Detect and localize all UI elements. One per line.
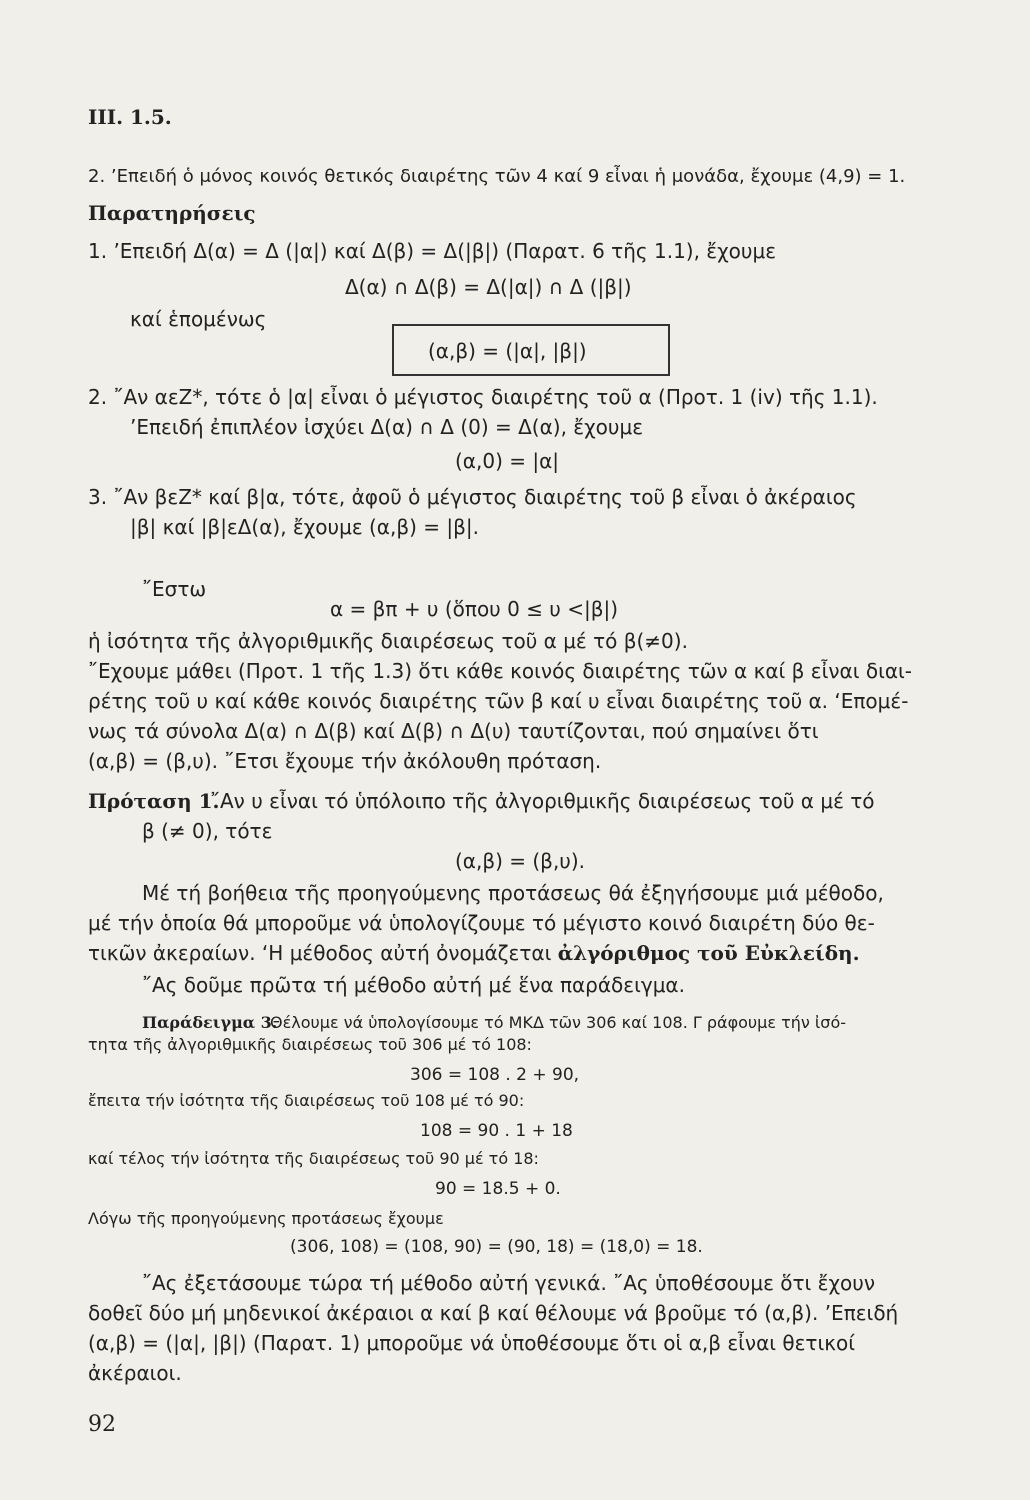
text-line: |β| καί |β|εΔ(α), ἔχουμε (α,β) = |β|.	[130, 515, 479, 539]
text-line: καί ἑπομένως	[130, 307, 267, 331]
text-line: ῎Εχουμε μάθει (Προτ. 1 τῆς 1.3) ὅτι κάθε κοινός διαιρέτης τῶν α καί β εἶναι διαι-	[88, 659, 913, 683]
text-line: ῎Αν υ εἶναι τό ὑπόλοιπο τῆς ἀλγοριθμικῆς διαιρέσεως τοῦ α μέ τό	[210, 789, 875, 813]
euclid-algorithm-term: ἀλγόριθμος τοῦ Εὐκλείδη.	[557, 941, 860, 965]
text-line: ’Επειδή ἐπιπλέον ἰσχύει Δ(α) ∩ Δ (0) = Δ(α), ἔχουμε	[130, 415, 644, 439]
equation: 306 = 108 . 2 + 90,	[410, 1065, 580, 1085]
proposition-label: Πρόταση 1.	[88, 789, 220, 813]
section-header: III. 1.5.	[88, 105, 172, 129]
heading-observations: Παρατηρήσεις	[88, 201, 256, 225]
equation: Δ(α) ∩ Δ(β) = Δ(|α|) ∩ Δ (|β|)	[345, 275, 632, 299]
text-line: Μέ τή βοήθεια τῆς προηγούμενης προτάσεως θά ἐξηγήσουμε μιά μέθοδο,	[142, 881, 884, 905]
text-line: μέ τήν ὁποία θά μποροῦμε νά ὑπολογίζουμε τό μέγιστο κοινό διαιρέτη δύο θε-	[88, 911, 875, 935]
text-line: 1. ’Επειδή Δ(α) = Δ (|α|) καί Δ(β) = Δ(|β|) (Παρατ. 6 τῆς 1.1), ἔχουμε	[88, 239, 777, 263]
text-line	[88, 940, 860, 966]
text-line: 2. ῎Αν αεZ*, τότε ὁ |α| εἶναι ὁ μέγιστος διαιρέτης τοῦ α (Προτ. 1 (iv) τῆς 1.1).	[88, 385, 878, 409]
text-line: ῎Ας ἐξετάσουμε τώρα τή μέθοδο αὐτή γενικά. ῎Ας ὑποθέσουμε ὅτι ἔχουν	[142, 1271, 875, 1295]
text-line: 2. ’Επειδή ὁ μόνος κοινός θετικός διαιρέτης τῶν 4 καί 9 εἶναι ἡ μονάδα, ἔχουμε (4,9) = 1.	[88, 166, 906, 187]
equation: (306, 108) = (108, 90) = (90, 18) = (18,0) = 18.	[290, 1237, 703, 1257]
text-line: β (≠ 0), τότε	[142, 819, 273, 843]
text-line: νως τά σύνολα Δ(α) ∩ Δ(β) καί Δ(β) ∩ Δ(υ) ταυτίζονται, πού σημαίνει ὅτι	[88, 719, 819, 743]
text-line: Λόγω τῆς προηγούμενης προτάσεως ἔχουμε	[88, 1209, 444, 1228]
equation: α = βπ + υ (ὅπου 0 ≤ υ <|β|)	[330, 597, 619, 621]
text-line: ἀκέραιοι.	[88, 1361, 182, 1385]
example-label: Παράδειγμα 3.	[142, 1013, 278, 1032]
text-line: ρέτης τοῦ υ καί κάθε κοινός διαιρέτης τῶν β καί υ εἶναι διαιρέτης τοῦ α. ‘Επομέ-	[88, 689, 909, 713]
equation: (α,0) = |α|	[455, 449, 560, 473]
text-line: ἡ ἰσότητα τῆς ἀλγοριθμικῆς διαιρέσεως τοῦ α μέ τό β(≠0).	[88, 629, 688, 653]
equation: 108 = 90 . 1 + 18	[420, 1121, 573, 1141]
text-line: ἔπειτα τήν ἰσότητα τῆς διαιρέσεως τοῦ 108 μέ τό 90:	[88, 1091, 525, 1110]
text-line: τητα τῆς ἀλγοριθμικῆς διαιρέσεως τοῦ 306 μέ τό 108:	[88, 1035, 532, 1054]
boxed-equation-text: (α,β) = (|α|, |β|)	[428, 339, 587, 363]
text-line: (α,β) = (|α|, |β|) (Παρατ. 1) μποροῦμε νά ὑποθέσουμε ὅτι οἱ α,β εἶναι θετικοί	[88, 1331, 856, 1355]
text-line: καί τέλος τήν ἰσότητα τῆς διαιρέσεως τοῦ 90 μέ τό 18:	[88, 1149, 539, 1168]
text-span: τικῶν ἀκεραίων. ‘Η μέθοδος αὐτή ὀνομάζεται	[88, 941, 558, 965]
equation: 90 = 18.5 + 0.	[435, 1179, 561, 1199]
text-line: 3. ῎Αν βεZ* καί β|α, τότε, ἀφοῦ ὁ μέγιστος διαιρέτης τοῦ β εἶναι ὁ ἀκέραιος	[88, 485, 857, 509]
text-line: δοθεῖ δύο μή μηδενικοί ἀκέραιοι α καί β καί θέλουμε νά βροῦμε τό (α,β). ’Επειδή	[88, 1301, 899, 1325]
text-line: ῎Ας δοῦμε πρῶτα τή μέθοδο αὐτή μέ ἕνα παράδειγμα.	[142, 973, 685, 997]
text-line: Θέλουμε νά ὑπολογίσουμε τό ΜΚΔ τῶν 306 καί 108. Γ ράφουμε τήν ἰσό-	[270, 1013, 846, 1032]
text-line: (α,β) = (β,υ). ῎Ετσι ἔχουμε τήν ἀκόλουθη πρόταση.	[88, 749, 602, 773]
boxed-equation	[392, 324, 670, 376]
text-line: ῎Εστω	[142, 577, 207, 601]
page-number: 92	[88, 1412, 116, 1437]
equation: (α,β) = (β,υ).	[455, 849, 586, 873]
